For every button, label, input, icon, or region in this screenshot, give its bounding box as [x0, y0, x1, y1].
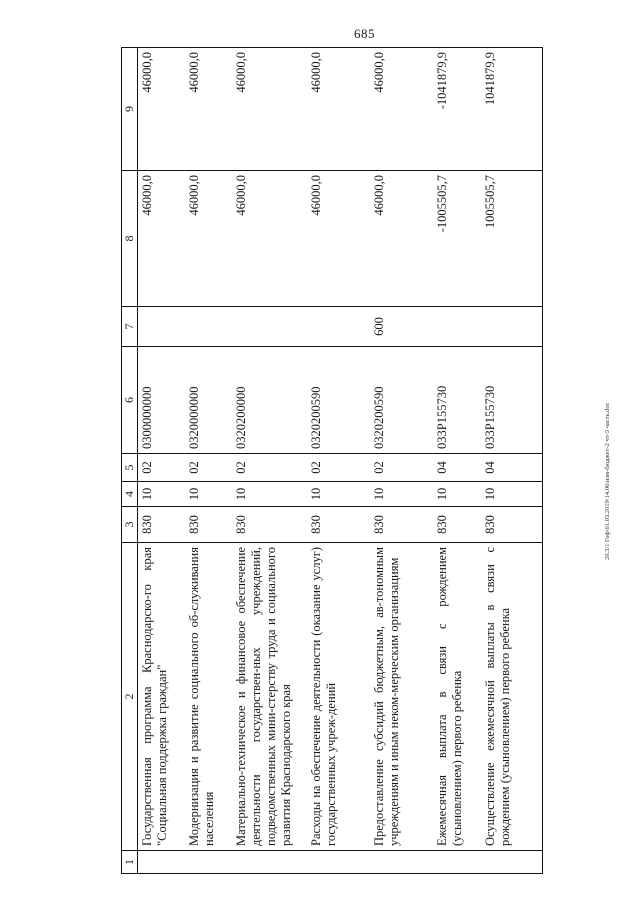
section-code-cell: 10: [370, 482, 433, 507]
description-cell: Расходы на обеспечение деятельности (оказание услуг) государственных учреж-дений: [307, 543, 370, 851]
expense-type-cell: 600: [370, 307, 433, 347]
subsection-code-cell: 02: [185, 454, 232, 482]
description-cell: Предоставление субсидий бюджетным, ав-тономным учреждениям и иным неком-мерческим организациям: [370, 543, 433, 851]
description-cell: Материально-техническое и финансовое обеспечение деятельности государствен-ных учреждений, подведомственных мини-стерству труда и социального развития Краснодарского края: [232, 543, 307, 851]
section-code-cell: 10: [138, 482, 185, 507]
section-code-cell: 10: [185, 482, 232, 507]
amount-col9-cell: 46000,0: [138, 48, 185, 171]
subsection-code-cell: 02: [138, 454, 185, 482]
expense-type-cell: [481, 307, 543, 347]
target-article-cell: 033P155730: [481, 347, 543, 454]
target-article-cell: 0320200000: [232, 347, 307, 454]
section-code-cell: 10: [481, 482, 543, 507]
amount-col9-cell: 46000,0: [370, 48, 433, 171]
amount-col9-cell: 46000,0: [185, 48, 232, 171]
amount-col9-cell: 46000,0: [307, 48, 370, 171]
expense-type-cell: [307, 307, 370, 347]
row-number-cell: [370, 851, 433, 874]
subsection-code-cell: 02: [370, 454, 433, 482]
header-cell: 6: [122, 347, 138, 454]
table-row: [307, 48, 370, 874]
department-code-cell: 830: [138, 507, 185, 543]
row-number-cell: [481, 851, 543, 874]
department-code-cell: 830: [433, 507, 481, 543]
rotated-table-container: [121, 48, 618, 874]
table-row: [138, 48, 185, 874]
subsection-code-cell: 02: [232, 454, 307, 482]
expense-type-cell: [185, 307, 232, 347]
table-row: [481, 48, 543, 874]
department-code-cell: 830: [370, 507, 433, 543]
amount-col9-cell: 46000,0: [232, 48, 307, 171]
page-number: 685: [354, 26, 375, 41]
target-article-cell: 0300000000: [138, 347, 185, 454]
row-number-cell: [433, 851, 481, 874]
description-cell: Государственная программа Краснодарско-го края "Социальная поддержка граждан": [138, 543, 185, 851]
row-number-cell: [232, 851, 307, 874]
amount-col8-cell: 46000,0: [307, 171, 370, 307]
amount-col8-cell: 1005505,7: [481, 171, 543, 307]
target-article-cell: 0320000000: [185, 347, 232, 454]
expense-type-cell: [232, 307, 307, 347]
table-header-row: [122, 48, 138, 874]
amount-col9-cell: -1041879,9: [433, 48, 481, 171]
header-cell: 2: [122, 543, 138, 851]
row-number-cell: [138, 851, 185, 874]
target-article-cell: 033P155730: [433, 347, 481, 454]
amount-col9-cell: 1041879,9: [481, 48, 543, 171]
subsection-code-cell: 04: [433, 454, 481, 482]
table-row: [370, 48, 433, 874]
budget-table: [121, 47, 543, 874]
table-row: [185, 48, 232, 874]
table-row: [433, 48, 481, 874]
section-code-cell: 10: [232, 482, 307, 507]
description-cell: Осуществление ежемесячной выплаты в связи с рождением (усыновлением) первого ребенка: [481, 543, 543, 851]
description-cell: Модернизация и развитие социального об-служивания населения: [185, 543, 232, 851]
row-number-cell: [307, 851, 370, 874]
header-cell: 5: [122, 454, 138, 482]
expense-type-cell: [138, 307, 185, 347]
subsection-code-cell: 02: [307, 454, 370, 482]
department-code-cell: 830: [232, 507, 307, 543]
amount-col8-cell: 46000,0: [185, 171, 232, 307]
table-row: [232, 48, 307, 874]
amount-col8-cell: 46000,0: [370, 171, 433, 307]
department-code-cell: 830: [185, 507, 232, 543]
header-cell: 9: [122, 48, 138, 171]
header-cell: 1: [122, 851, 138, 874]
header-cell: 7: [122, 307, 138, 347]
department-code-cell: 830: [481, 507, 543, 543]
section-code-cell: 10: [433, 482, 481, 507]
header-cell: 4: [122, 482, 138, 507]
amount-col8-cell: 46000,0: [138, 171, 185, 307]
section-code-cell: 10: [307, 482, 370, 507]
header-cell: 8: [122, 171, 138, 307]
document-file-path: 20.3/1 Гоф\01.03.2019\14.06\изм-бюджет-2 чт-5 часть.doc: [604, 402, 611, 560]
row-number-cell: [185, 851, 232, 874]
header-cell: 3: [122, 507, 138, 543]
department-code-cell: 830: [307, 507, 370, 543]
amount-col8-cell: -1005505,7: [433, 171, 481, 307]
amount-col8-cell: 46000,0: [232, 171, 307, 307]
target-article-cell: 0320200590: [370, 347, 433, 454]
target-article-cell: 0320200590: [307, 347, 370, 454]
description-cell: Ежемесячная выплата в связи с рождением (усыновлением) первого ребенка: [433, 543, 481, 851]
expense-type-cell: [433, 307, 481, 347]
subsection-code-cell: 04: [481, 454, 543, 482]
